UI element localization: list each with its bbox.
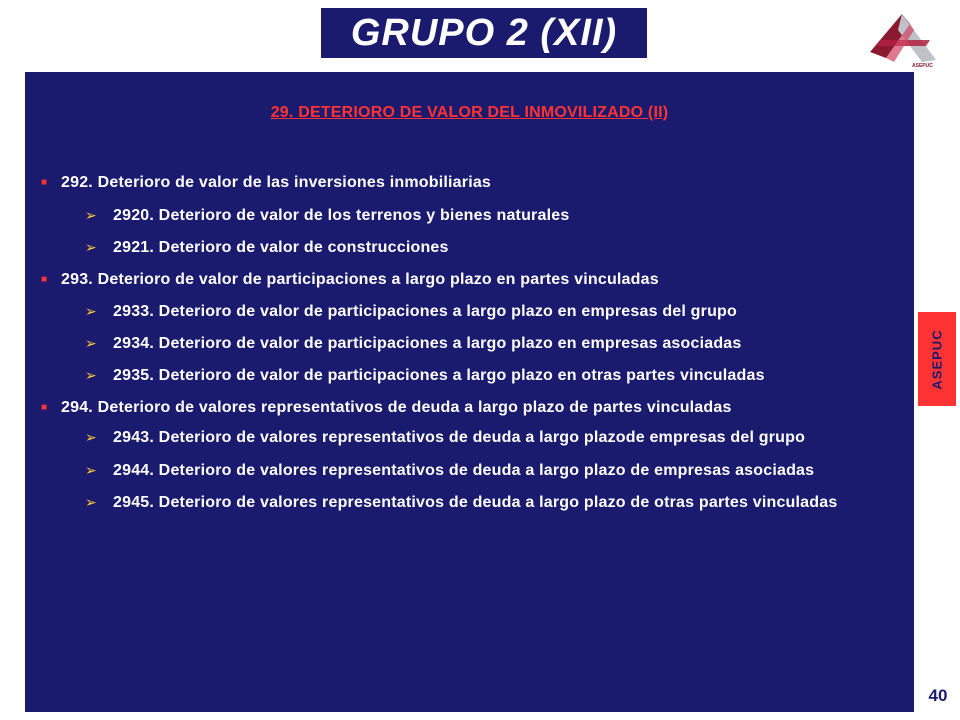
item-text: 2933. Deterioro de valor de participaciones a largo plazo en empresas del grupo [113,303,738,320]
item-text: 294. Deterioro de valores representativos de deuda a largo plazo de partes vinculadas [61,399,732,416]
account-subitem [37,237,892,258]
account-group-item [37,269,892,290]
logo-icon [850,0,955,72]
item-text: 293. Deterioro de valor de participaciones a largo plazo en partes vinculadas [61,271,659,288]
account-group-item [37,172,892,193]
arrow-bullet-icon: ➢ [85,462,97,478]
square-bullet-icon: ■ [41,402,48,413]
section-heading: 29. DETERIORO DE VALOR DEL INMOVILIZADO (II) [270,104,669,121]
item-text: 2934. Deterioro de valor de participaciones a largo plazo en empresas asociadas [113,335,742,352]
item-text: 2944. Deterioro de valores representativos de deuda a largo plazo de empresas asociadas [113,462,815,479]
arrow-bullet-icon: ➢ [85,239,97,255]
square-bullet-icon: ■ [41,177,48,188]
arrow-bullet-icon: ➢ [85,335,97,351]
item-text: 2920. Deterioro de valor de los terrenos y bienes naturales [113,207,570,224]
svg-text:ASEPUC: ASEPUC [912,63,933,69]
arrow-bullet-icon: ➢ [85,303,97,319]
content-panel [25,72,914,712]
item-text: 2945. Deterioro de valores representativos de deuda a largo plazo de otras partes vinculadas [113,494,838,511]
arrow-bullet-icon: ➢ [85,207,97,223]
account-subitem [37,301,892,322]
item-text: 2921. Deterioro de valor de construcciones [113,239,449,256]
page-title: GRUPO 2 (XII) [350,11,618,54]
side-tab [918,312,956,406]
item-text: 292. Deterioro de valor de las inversiones inmobiliarias [61,174,492,191]
arrow-bullet-icon: ➢ [85,429,97,445]
account-subitem [37,333,892,354]
account-list [37,172,892,513]
arrow-bullet-icon: ➢ [85,494,97,510]
square-bullet-icon: ■ [41,274,48,285]
page-number: 40 [928,686,948,705]
account-subitem [37,205,892,226]
asepuc-logo [850,0,955,72]
item-text: 2943. Deterioro de valores representativos de deuda a largo plazode empresas del grupo [113,429,806,446]
side-tab-label: ASEPUC [929,328,945,390]
account-group-item [37,397,892,418]
account-subitem [37,460,892,481]
account-subitem [37,427,892,448]
item-text: 2935. Deterioro de valor de participaciones a largo plazo en otras partes vinculadas [113,367,765,384]
title-banner [321,8,647,58]
account-subitem [37,365,892,386]
account-subitem [37,492,892,513]
arrow-bullet-icon: ➢ [85,367,97,383]
